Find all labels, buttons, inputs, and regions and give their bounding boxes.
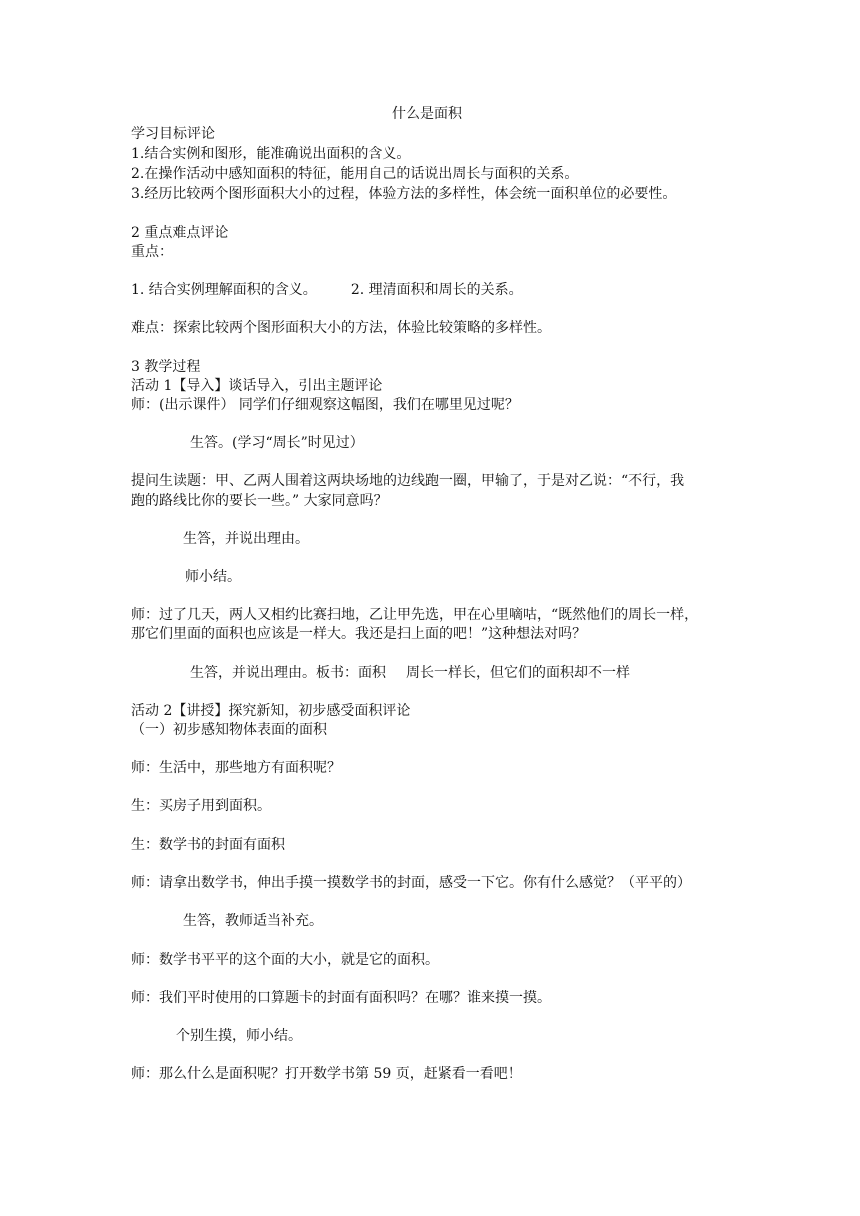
board-note: 生答，并说出理由。板书：面积 bbox=[190, 665, 386, 681]
activity-1-heading: 活动 1【导入】谈话导入，引出主题评论 bbox=[131, 378, 383, 394]
paragraph: 师：(出示课件） 同学们仔细观察这幅图，我们在哪里见过呢？ bbox=[131, 397, 519, 413]
paragraph: 师：数学书平平的这个面的大小，就是它的面积。 bbox=[131, 952, 439, 968]
paragraph: 师小结。 bbox=[185, 569, 241, 585]
section-heading-goals: 学习目标评论 bbox=[131, 126, 215, 142]
paragraph: 生答。(学习“周长”时见过） bbox=[190, 435, 364, 451]
paragraph: 师：那么什么是面积呢？打开数学书第 59 页，赶紧看一看吧！ bbox=[131, 1066, 522, 1082]
key-points-label: 重点： bbox=[131, 244, 173, 260]
paragraph: 师：我们平时使用的口算题卡的封面有面积吗？在哪？谁来摸一摸。 bbox=[131, 990, 551, 1006]
key-point-2: 2. 理清面积和周长的关系。 bbox=[350, 282, 523, 298]
goal-item-1: 1.结合实例和图形，能准确说出面积的含义。 bbox=[131, 146, 411, 162]
goal-item-3: 3.经历比较两个图形面积大小的过程，体验方法的多样性，体会统一面积单位的必要性。 bbox=[131, 186, 677, 202]
paragraph: 师：请拿出数学书，伸出手摸一摸数学书的封面，感受一下它。你有什么感觉？（平平的） bbox=[131, 875, 691, 891]
paragraph: 生答，并说出理由。 bbox=[183, 531, 309, 547]
document-title: 什么是面积 bbox=[392, 106, 462, 122]
paragraph: 生：数学书的封面有面积 bbox=[131, 837, 285, 853]
key-points-line bbox=[131, 280, 523, 300]
paragraph: 个别生摸，师小结。 bbox=[176, 1028, 302, 1044]
difficulty-text: 难点：探索比较两个图形面积大小的方法，体验比较策略的多样性。 bbox=[131, 320, 551, 336]
goal-item-2: 2.在操作活动中感知面积的特征，能用自己的话说出周长与面积的关系。 bbox=[131, 166, 579, 182]
paragraph: 生：买房子用到面积。 bbox=[131, 798, 271, 814]
section-heading-key-points: 2 重点难点评论 bbox=[131, 225, 229, 241]
paragraph: 那它们里面的面积也应该是一样大。我还是扫上面的吧！”这种想法对吗？ bbox=[131, 626, 587, 642]
paragraph: 师：过了几天，两人又相约比赛扫地，乙让甲先选，甲在心里嘀咕，“既然他们的周长一样， bbox=[131, 607, 699, 623]
paragraph bbox=[190, 663, 630, 683]
key-point-1: 1. 结合实例理解面积的含义。 bbox=[131, 282, 317, 298]
paragraph: 师：生活中，那些地方有面积呢？ bbox=[131, 760, 341, 776]
paragraph: 跑的路线比你的要长一些。” 大家同意吗？ bbox=[131, 493, 388, 509]
board-note-continued: 周长一样长，但它们的面积却不一样 bbox=[406, 665, 630, 681]
paragraph: 生答，教师适当补充。 bbox=[183, 913, 323, 929]
section-heading-process: 3 教学过程 bbox=[131, 359, 201, 375]
paragraph: 提问生读题：甲、乙两人围着这两块场地的边线跑一圈，甲输了，于是对乙说：“不行，我 bbox=[131, 473, 685, 489]
subsection-heading: （一）初步感知物体表面的面积 bbox=[131, 722, 327, 738]
activity-2-heading: 活动 2【讲授】探究新知，初步感受面积评论 bbox=[131, 703, 411, 719]
